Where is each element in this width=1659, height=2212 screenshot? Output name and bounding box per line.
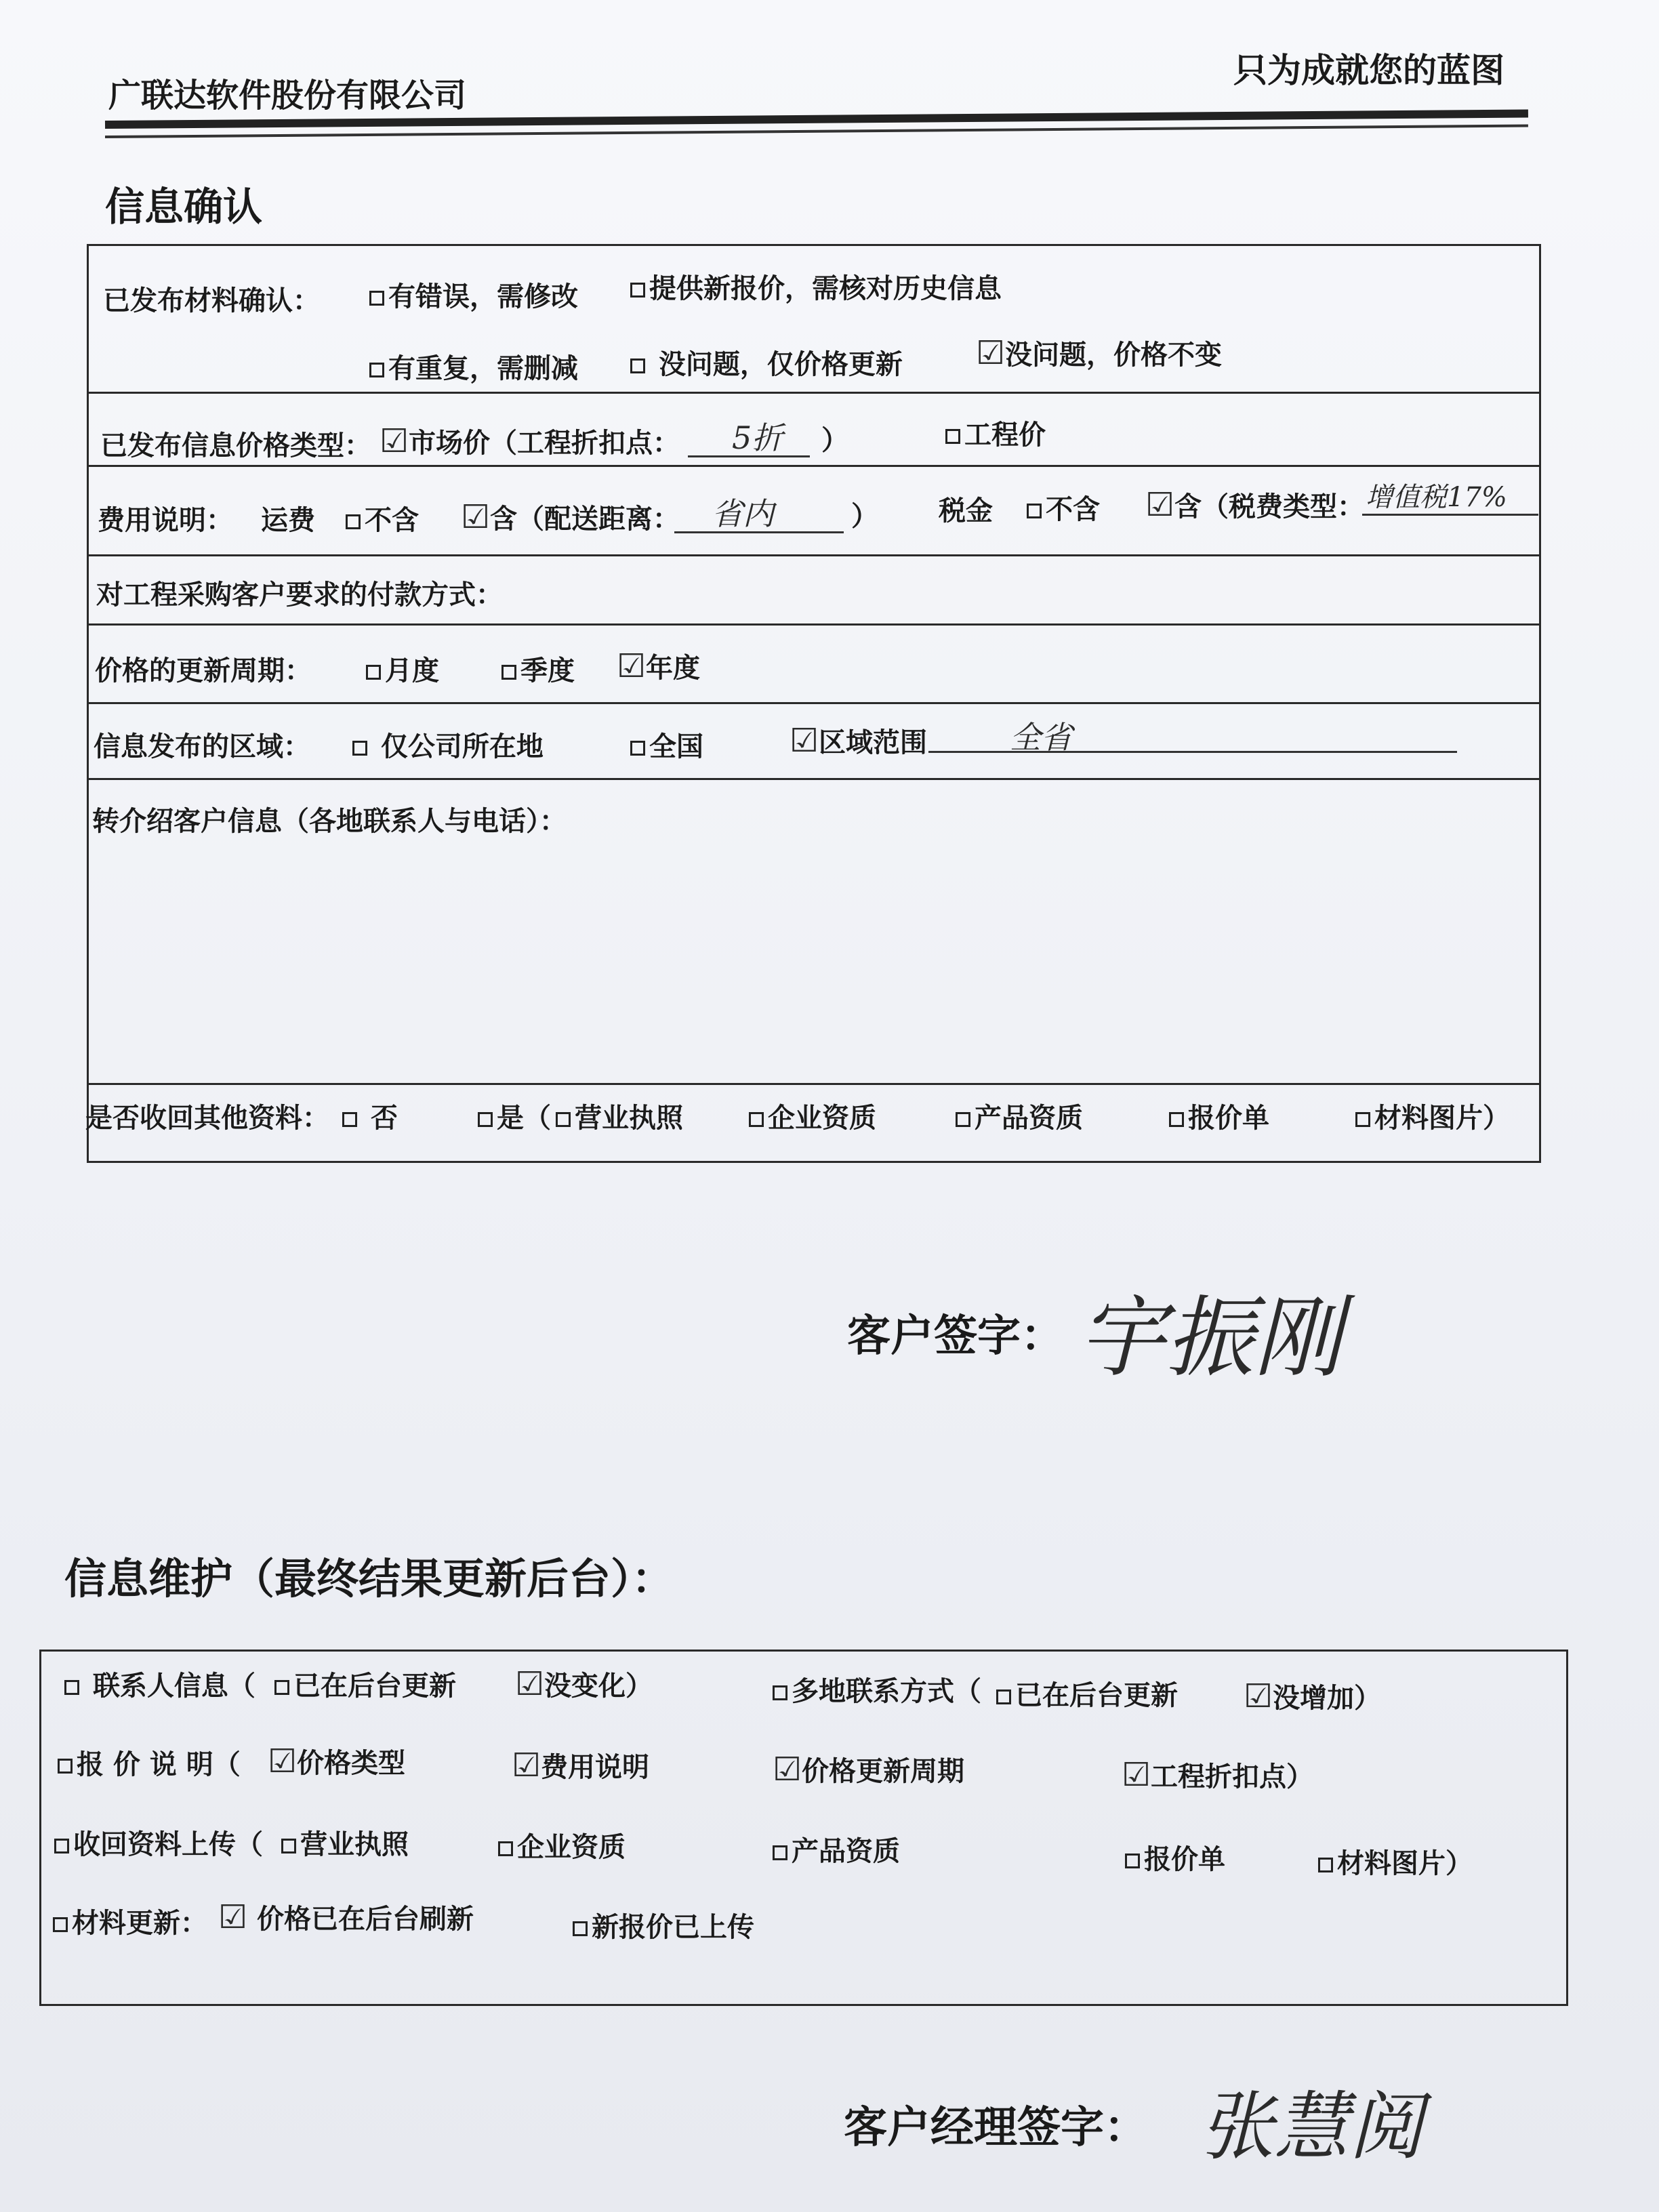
update-cycle-label: 价格的更新周期：	[95, 655, 312, 687]
checkmark-icon: ☑	[1244, 1677, 1273, 1715]
checkmark-icon: ☑	[1145, 486, 1175, 524]
price-type-label: 已发布信息价格类型：	[100, 430, 371, 462]
row-divider	[87, 1083, 1539, 1085]
checkbox[interactable]	[773, 1685, 787, 1700]
option-contact-updated[interactable]: 已在后台更新	[274, 1664, 456, 1703]
freight-label: 运费	[261, 505, 315, 536]
option-new-quote-uploaded[interactable]: 新报价已上传	[573, 1906, 754, 1944]
material-confirm-label: 已发布材料确认：	[103, 285, 320, 316]
option-tax-excluded[interactable]: 不含	[1027, 488, 1100, 527]
collect-materials-label: 是否收回其他资料：	[85, 1103, 329, 1134]
fill-in-line	[688, 455, 810, 457]
option-multi-contact-updated[interactable]: 已在后台更新	[996, 1674, 1178, 1713]
checkmark-icon: ☑	[790, 722, 819, 760]
checkmark-icon: ☑	[461, 498, 491, 536]
material-update-item[interactable]: 材料更新：	[53, 1902, 207, 1940]
option-no-change[interactable]: ☑没问题，价格不变	[976, 334, 1223, 372]
checkbox[interactable]	[501, 665, 516, 680]
quote-description-item[interactable]: 报 价 说 明（	[58, 1743, 241, 1782]
option-upload-product-qual[interactable]: 产品资质	[773, 1830, 900, 1868]
checkbox[interactable]	[1027, 504, 1042, 518]
checkbox[interactable]	[996, 1689, 1011, 1704]
option-upload-quote[interactable]: 报价单	[1125, 1838, 1225, 1877]
option-engineering-discount[interactable]: ☑工程折扣点）	[1122, 1756, 1314, 1794]
option-business-license[interactable]: 营业执照	[556, 1097, 683, 1135]
tax-label: 税金	[939, 495, 993, 527]
checkbox[interactable]	[556, 1112, 571, 1127]
row-divider	[87, 623, 1539, 626]
fill-in-line	[674, 531, 844, 533]
checkbox[interactable]	[346, 514, 361, 529]
checkbox[interactable]	[956, 1112, 970, 1127]
customer-signature-label: 客户签字：	[847, 1311, 1064, 1361]
checkbox[interactable]	[749, 1112, 764, 1127]
close-paren: ）	[851, 501, 878, 532]
discount-value: 5折	[732, 419, 783, 456]
checkbox[interactable]	[773, 1845, 787, 1860]
checkbox[interactable]	[630, 359, 645, 373]
option-price-refreshed[interactable]: ☑ 价格已在后台刷新	[218, 1898, 474, 1936]
manager-signature-label: 客户经理签字：	[844, 2103, 1147, 2153]
option-product-qualification[interactable]: 产品资质	[956, 1097, 1083, 1135]
checkbox[interactable]	[1169, 1112, 1184, 1127]
option-quarterly[interactable]: 季度	[501, 649, 575, 688]
checkmark-icon: ☑	[617, 647, 647, 685]
checkbox[interactable]	[630, 283, 645, 298]
fill-in-line	[1362, 514, 1538, 516]
checkbox[interactable]	[53, 1917, 68, 1932]
checkbox[interactable]	[573, 1921, 588, 1936]
fee-label: 费用说明：	[98, 505, 233, 536]
option-monthly[interactable]: 月度	[366, 649, 439, 688]
checkmark-icon: ☑	[218, 1898, 248, 1936]
checkbox[interactable]	[369, 363, 384, 377]
checkbox[interactable]	[478, 1112, 493, 1127]
option-region-scope[interactable]: ☑区域范围	[790, 722, 928, 760]
option-multi-contact-no-add[interactable]: ☑没增加）	[1244, 1677, 1382, 1715]
checkbox[interactable]	[342, 1112, 357, 1127]
row-divider	[87, 392, 1539, 394]
region-label: 信息发布的区域：	[94, 731, 310, 762]
option-market-price[interactable]: ☑市场价（工程折扣点：	[380, 422, 680, 460]
option-upload-images[interactable]: 材料图片）	[1318, 1842, 1473, 1881]
option-nationwide[interactable]: 全国	[630, 725, 703, 764]
row-divider	[87, 554, 1539, 556]
option-upload-license[interactable]: 营业执照	[281, 1823, 409, 1862]
checkbox[interactable]	[498, 1841, 513, 1856]
checkmark-icon: ☑	[268, 1742, 298, 1780]
checkbox[interactable]	[945, 429, 960, 444]
contact-info-item[interactable]: 联系人信息（	[64, 1664, 255, 1703]
option-engineering-price[interactable]: 工程价	[945, 413, 1046, 452]
option-contact-no-change[interactable]: ☑没变化）	[515, 1665, 653, 1703]
referral-label: 转介绍客户信息（各地联系人与电话）：	[92, 806, 567, 837]
company-slogan: 只为成就您的蓝图	[1233, 51, 1504, 90]
checkbox[interactable]	[1355, 1112, 1370, 1127]
distance-value: 省内	[712, 495, 774, 532]
option-duplicates[interactable]: 有重复，需删减	[369, 347, 578, 386]
customer-signature: 宇振刚	[1078, 1286, 1343, 1389]
option-fee-description[interactable]: ☑费用说明	[512, 1746, 650, 1784]
option-price-update-only[interactable]: 没问题，仅价格更新	[630, 343, 903, 382]
checkmark-icon: ☑	[976, 334, 1006, 372]
option-tax-included[interactable]: ☑含（税费类型：	[1145, 486, 1365, 524]
checkmark-icon: ☑	[1122, 1756, 1151, 1794]
region-value: 全省	[1010, 719, 1072, 756]
option-collect-no[interactable]: 否	[342, 1097, 398, 1135]
option-company-qualification[interactable]: 企业资质	[749, 1097, 876, 1135]
payment-method-label: 对工程采购客户要求的付款方式：	[96, 579, 503, 611]
option-yearly[interactable]: ☑年度	[617, 647, 701, 685]
company-name: 广联达软件股份有限公司	[108, 77, 467, 115]
section-info-confirm-title: 信息确认	[105, 184, 263, 230]
option-update-cycle[interactable]: ☑价格更新周期	[773, 1750, 965, 1788]
close-paren: ）	[821, 425, 848, 456]
checkmark-icon: ☑	[380, 422, 409, 460]
checkmark-icon: ☑	[773, 1750, 802, 1788]
option-has-errors[interactable]: 有错误，需修改	[369, 275, 578, 314]
checkbox[interactable]	[58, 1759, 73, 1774]
checkbox[interactable]	[281, 1839, 296, 1853]
option-upload-company-qual[interactable]: 企业资质	[498, 1826, 626, 1864]
row-divider	[87, 778, 1539, 780]
checkbox[interactable]	[274, 1680, 289, 1695]
option-new-quote[interactable]: 提供新报价，需核对历史信息	[630, 267, 1002, 306]
option-freight-included[interactable]: ☑含（配送距离：	[461, 498, 680, 536]
option-quote-sheet[interactable]: 报价单	[1169, 1097, 1269, 1135]
manager-signature: 张慧阅	[1200, 2083, 1423, 2170]
option-local-only[interactable]: 仅公司所在地	[352, 725, 544, 764]
checkbox[interactable]	[369, 291, 384, 306]
checkbox[interactable]	[1125, 1853, 1140, 1868]
checkbox[interactable]	[64, 1680, 79, 1695]
row-divider	[87, 465, 1539, 467]
tax-type-value: 增值税17%	[1366, 482, 1507, 513]
option-material-images[interactable]: 材料图片）	[1355, 1097, 1510, 1135]
option-freight-excluded[interactable]: 不含	[346, 499, 419, 537]
multi-contact-item[interactable]: 多地联系方式（	[773, 1670, 981, 1708]
checkmark-icon: ☑	[512, 1746, 541, 1784]
row-divider	[87, 702, 1539, 704]
section-info-maintenance-title: 信息维护（最终结果更新后台）：	[64, 1554, 674, 1603]
option-price-type[interactable]: ☑价格类型	[268, 1742, 406, 1780]
checkmark-icon: ☑	[515, 1665, 545, 1703]
fill-in-line	[928, 751, 1457, 753]
checkbox[interactable]	[352, 741, 367, 756]
upload-collected-item[interactable]: 收回资料上传（	[54, 1823, 263, 1862]
option-collect-yes[interactable]: 是（	[478, 1097, 551, 1135]
checkbox[interactable]	[1318, 1858, 1333, 1872]
checkbox[interactable]	[54, 1839, 69, 1853]
checkbox[interactable]	[366, 665, 381, 680]
checkbox[interactable]	[630, 741, 645, 756]
